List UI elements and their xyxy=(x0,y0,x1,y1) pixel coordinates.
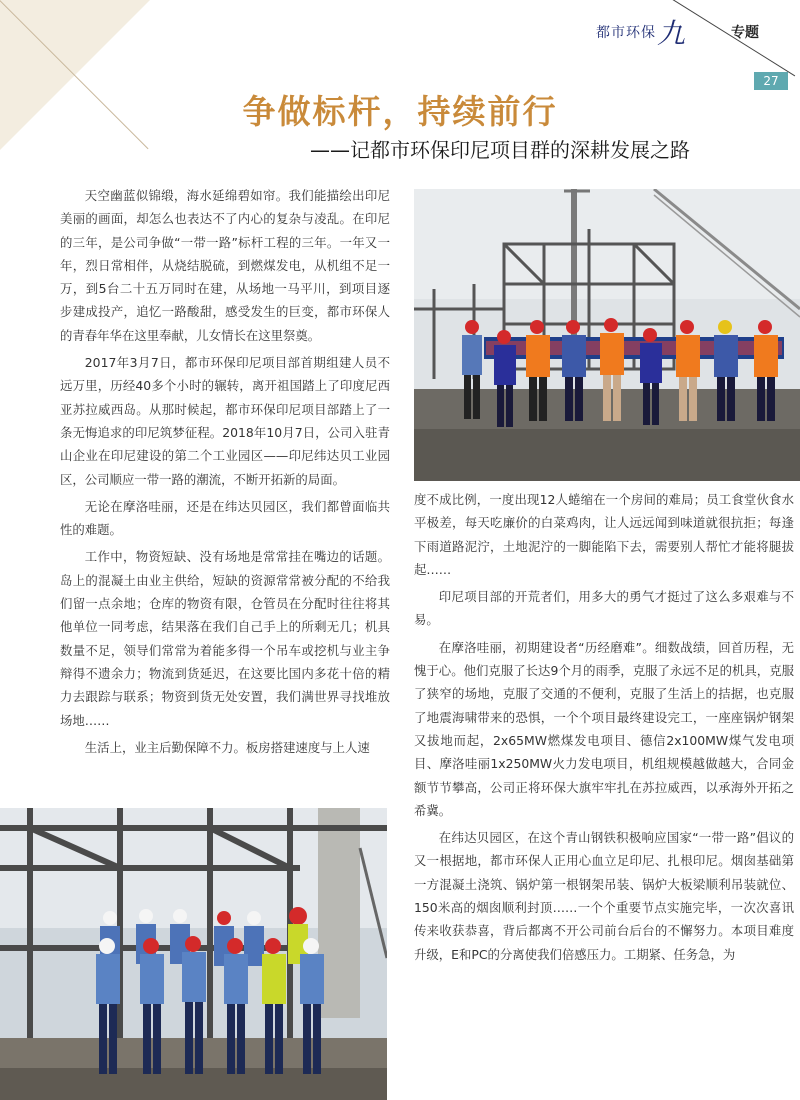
paragraph: 度不成比例，一度出现12人蜷缩在一个房间的难局；员工食堂伙食水平极差，每天吃廉价的白菜鸡肉，让人远远闻到味道就很抗拒；每逢下雨道路泥泞，土地泥泞的一脚能陷下去，需要别人帮忙才能将腿拔起…… xyxy=(414,492,794,577)
paragraph: 2017年3月7日，都市环保印尼项目部首期组建人员不远万里，历经40多个小时的辗转，离开祖国踏上了印度尼西亚苏拉威西岛。从那时候起，都市环保印尼项目部踏上了一条无悔追求的印尼筑梦征程。2018年10月7日，公司入驻青山企业在印尼建设的第二个工业园区——印尼纬达贝工业园区，公司顺应一带一路的潮流，不断开拓新的局面。 xyxy=(60,355,390,487)
right-text-column xyxy=(414,488,794,966)
team-group-photo xyxy=(0,808,387,1100)
site-group-photo xyxy=(414,189,800,481)
article-title: 争做标杆，持续前行 xyxy=(242,92,558,131)
paragraph: 天空幽蓝似锦缎，海水延绵碧如帘。我们能描绘出印尼美丽的画面，却怎么也表达不了内心的复杂与凌乱。在印尼的三年，是公司争做“一带一路”标杆工程的三年。一年又一年，烈日常相伴，从烧结脱硫，到燃煤发电，从机组不足一万，到5台二十五万同时在建，从场地一马平川，到项目逐步建成投产，追忆一路酸甜，感受发生的巨变，都市环保人的青春年华在这里奉献，儿女情长在这里祭奠。 xyxy=(60,188,390,343)
paragraph: 工作中，物资短缺、没有场地是常常挂在嘴边的话题。岛上的混凝土由业主供给，短缺的资源常常被分配的不给我们留一点余地；仓库的物资有限，仓管员在分配时往往将其他单位一同考虑，结果落在我们自己手上的所剩无几；机具数量不足，领导们常常为着能多得一个吊车或挖机与业主争辩得不遗余力；物流到货延迟，在这要比国内多花十倍的精力去跟踪与联系；物资到货无处安置，我们满世界寻找堆放场地…… xyxy=(60,549,390,728)
paragraph: 生活上，业主后勤保障不力。板房搭建速度与上人速 xyxy=(84,739,370,755)
paragraph: 无论在摩洛哇丽，还是在纬达贝园区，我们都曾面临共性的难题。 xyxy=(60,498,390,538)
article-subtitle: ——记都市环保印尼项目群的深耕发展之路 xyxy=(310,138,690,162)
paragraph: 在纬达贝园区，在这个青山钢铁积极响应国家“一带一路”倡议的又一根据地，都市环保人正用心血立足印尼、扎根印尼。烟囱基础第一方混凝土浇筑、锅炉第一根钢架吊装、锅炉大板梁顺利吊装就位、150米高的烟囱顺利封顶……一个个重要节点实施完毕，一次次喜讯传来收获恭喜，背后都离不开公司前台后台的不懈努力。本项目难度升级，E和PC的分离使我们倍感压力。工期紧、任务急，为 xyxy=(414,830,794,962)
page-number: 27 xyxy=(754,72,788,90)
paragraph: 在摩洛哇丽，初期建设者“历经磨难”。细数战绩，回首历程，无愧于心。他们克服了长达9个月的雨季，克服了永远不足的机具，克服了狭窄的场地，克服了交通的不便利，克服了生活上的拮据，也克服了地震海啸带来的恐惧，一个个项目最终建设完工，一座座锅炉钢架又拔地而起，2x65MW燃煤发电项目、德信2x100MW煤气发电项目、摩洛哇丽1x250MW火力发电项目，机组规模越做越大，合同金额节节攀高，公司正将环保大旗牢牢扎在苏拉威西，以承海外开拓之希冀。 xyxy=(414,639,794,818)
left-text-column xyxy=(60,184,390,759)
magazine-name: 都市环保 xyxy=(596,25,656,41)
magazine-logo-icon: 九 xyxy=(657,17,686,50)
section-label: 专题 xyxy=(731,25,759,41)
paragraph: 印尼项目部的开荒者们，用多大的勇气才挺过了这么多艰难与不易。 xyxy=(414,589,794,628)
